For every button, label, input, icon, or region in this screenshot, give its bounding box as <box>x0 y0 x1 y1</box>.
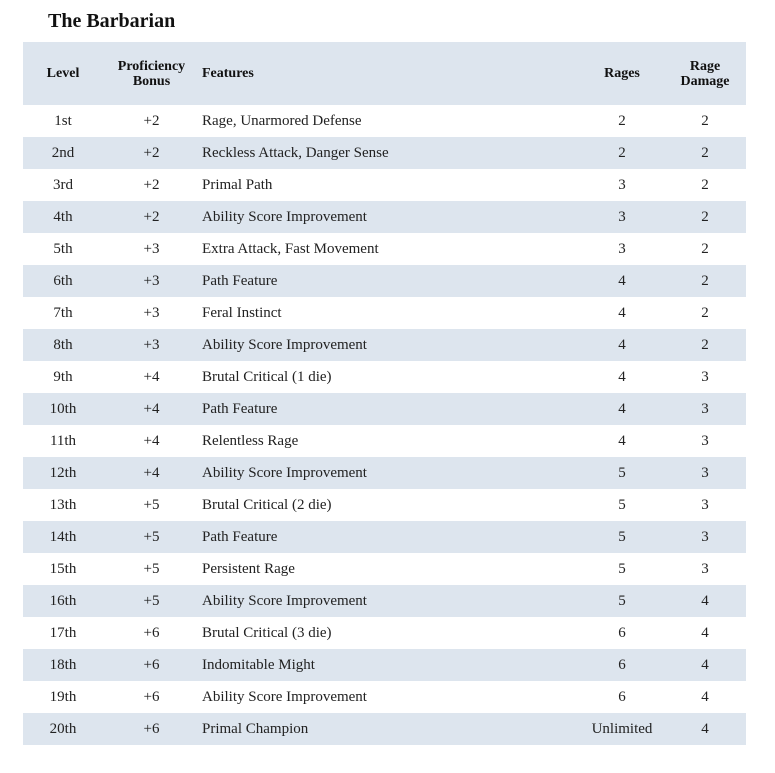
cell-rages: 4 <box>618 368 626 385</box>
cell-proficiency: +2 <box>103 137 200 169</box>
cell-rages: 5 <box>580 457 664 489</box>
cell-features: Extra Attack, Fast Movement <box>202 240 379 257</box>
cell-proficiency: +6 <box>103 649 200 681</box>
cell-proficiency: +4 <box>143 368 160 385</box>
cell-level: 9th <box>53 368 73 385</box>
cell-features: Primal Path <box>202 176 273 193</box>
cell-proficiency: +2 <box>143 176 160 193</box>
cell-proficiency: +5 <box>143 560 160 577</box>
table-row <box>23 137 746 169</box>
table-row <box>23 649 746 681</box>
cell-proficiency: +5 <box>103 585 200 617</box>
table-row <box>23 233 746 265</box>
table-row <box>23 169 746 201</box>
cell-features: Brutal Critical (1 die) <box>202 368 332 385</box>
table-row <box>23 713 746 745</box>
cell-level: 2nd <box>23 137 103 169</box>
cell-features: Reckless Attack, Danger Sense <box>200 137 580 169</box>
cell-rage-damage: 3 <box>701 560 709 577</box>
table-row <box>23 681 746 713</box>
cell-rage-damage: 4 <box>664 585 746 617</box>
cell-features: Rage, Unarmored Defense <box>202 112 362 129</box>
cell-rage-damage: 2 <box>664 265 746 297</box>
cell-proficiency: +5 <box>103 521 200 553</box>
cell-rages: 2 <box>618 112 626 129</box>
header-proficiency-line1: Proficiency <box>117 58 186 74</box>
cell-features: Feral Instinct <box>202 304 282 321</box>
cell-rages: 4 <box>618 432 626 449</box>
cell-rage-damage: 4 <box>664 649 746 681</box>
table-row <box>23 457 746 489</box>
cell-features: Ability Score Improvement <box>200 457 580 489</box>
header-proficiency <box>103 42 200 105</box>
cell-level: 12th <box>23 457 103 489</box>
cell-rages: 3 <box>580 201 664 233</box>
cell-features: Persistent Rage <box>202 560 295 577</box>
cell-features: Path Feature <box>200 393 580 425</box>
cell-rages: 6 <box>618 624 626 641</box>
cell-rages: 6 <box>618 688 626 705</box>
cell-features: Path Feature <box>200 521 580 553</box>
header-rage-damage-line1: Rage <box>689 58 721 74</box>
cell-rages: 5 <box>580 585 664 617</box>
barbarian-table <box>23 42 746 745</box>
cell-rages: 2 <box>580 137 664 169</box>
header-row <box>23 42 746 105</box>
cell-proficiency: +6 <box>103 713 200 745</box>
cell-features: Relentless Rage <box>202 432 299 449</box>
cell-rages: 4 <box>580 265 664 297</box>
cell-level: 11th <box>49 432 77 449</box>
cell-rage-damage: 2 <box>701 176 709 193</box>
cell-rage-damage: 2 <box>701 112 709 129</box>
cell-proficiency: +4 <box>103 393 200 425</box>
cell-rage-damage: 2 <box>664 201 746 233</box>
cell-proficiency: +5 <box>143 496 160 513</box>
cell-level: 18th <box>23 649 103 681</box>
header-proficiency-line2: Bonus <box>132 73 171 89</box>
cell-level: 5th <box>53 240 73 257</box>
cell-level: 8th <box>23 329 103 361</box>
cell-features: Brutal Critical (3 die) <box>202 624 332 641</box>
header-rage-damage-line2: Damage <box>680 73 730 89</box>
cell-proficiency: +3 <box>143 240 160 257</box>
table-row <box>23 105 746 137</box>
cell-rages: 5 <box>618 496 626 513</box>
table-row <box>23 265 746 297</box>
table-row <box>23 425 746 457</box>
table-title: The Barbarian <box>48 10 176 32</box>
table-row <box>23 201 746 233</box>
table-row <box>23 617 746 649</box>
cell-level: 14th <box>23 521 103 553</box>
cell-level: 7th <box>53 304 73 321</box>
cell-proficiency: +6 <box>143 624 160 641</box>
cell-level: 15th <box>49 560 77 577</box>
cell-rages: 4 <box>580 393 664 425</box>
header-features: Features <box>200 42 580 105</box>
cell-proficiency: +3 <box>103 265 200 297</box>
cell-features: Path Feature <box>200 265 580 297</box>
header-rage-damage <box>664 42 746 105</box>
cell-level: 6th <box>23 265 103 297</box>
cell-rages: 5 <box>618 560 626 577</box>
cell-proficiency: +6 <box>143 688 160 705</box>
cell-rage-damage: 4 <box>701 688 709 705</box>
header-rages: Rages <box>580 42 664 105</box>
cell-rages: 3 <box>618 240 626 257</box>
table-row <box>23 521 746 553</box>
cell-proficiency: +3 <box>143 304 160 321</box>
cell-rage-damage: 3 <box>664 393 746 425</box>
cell-rage-damage: 2 <box>664 329 746 361</box>
cell-rage-damage: 4 <box>664 713 746 745</box>
cell-rage-damage: 2 <box>701 304 709 321</box>
cell-level: 16th <box>23 585 103 617</box>
table-row <box>23 297 746 329</box>
cell-level: 20th <box>23 713 103 745</box>
cell-level: 4th <box>23 201 103 233</box>
cell-level: 10th <box>23 393 103 425</box>
header-level: Level <box>23 42 103 105</box>
cell-rage-damage: 2 <box>701 240 709 257</box>
cell-features: Brutal Critical (2 die) <box>202 496 332 513</box>
cell-rages: Unlimited <box>580 713 664 745</box>
cell-rage-damage: 3 <box>701 496 709 513</box>
cell-proficiency: +4 <box>103 457 200 489</box>
cell-level: 13th <box>49 496 77 513</box>
cell-proficiency: +3 <box>103 329 200 361</box>
table-row <box>23 329 746 361</box>
cell-rage-damage: 3 <box>701 432 709 449</box>
table-row <box>23 585 746 617</box>
cell-proficiency: +2 <box>143 112 160 129</box>
cell-proficiency: +2 <box>103 201 200 233</box>
cell-features: Primal Champion <box>200 713 580 745</box>
cell-features: Indomitable Might <box>200 649 580 681</box>
cell-level: 17th <box>49 624 77 641</box>
cell-rages: 4 <box>618 304 626 321</box>
cell-rage-damage: 3 <box>701 368 709 385</box>
table-row <box>23 393 746 425</box>
cell-rages: 3 <box>618 176 626 193</box>
cell-features: Ability Score Improvement <box>202 688 367 705</box>
cell-rages: 4 <box>580 329 664 361</box>
cell-features: Ability Score Improvement <box>200 201 580 233</box>
cell-rage-damage: 3 <box>664 521 746 553</box>
cell-rage-damage: 3 <box>664 457 746 489</box>
cell-rages: 5 <box>580 521 664 553</box>
table-row <box>23 361 746 393</box>
cell-rages: 6 <box>580 649 664 681</box>
cell-features: Ability Score Improvement <box>200 329 580 361</box>
table-row <box>23 553 746 585</box>
table-row <box>23 489 746 521</box>
cell-level: 19th <box>49 688 77 705</box>
cell-features: Ability Score Improvement <box>200 585 580 617</box>
cell-rage-damage: 2 <box>664 137 746 169</box>
cell-proficiency: +4 <box>143 432 160 449</box>
cell-rage-damage: 4 <box>701 624 709 641</box>
cell-level: 1st <box>54 112 72 129</box>
cell-level: 3rd <box>53 176 73 193</box>
